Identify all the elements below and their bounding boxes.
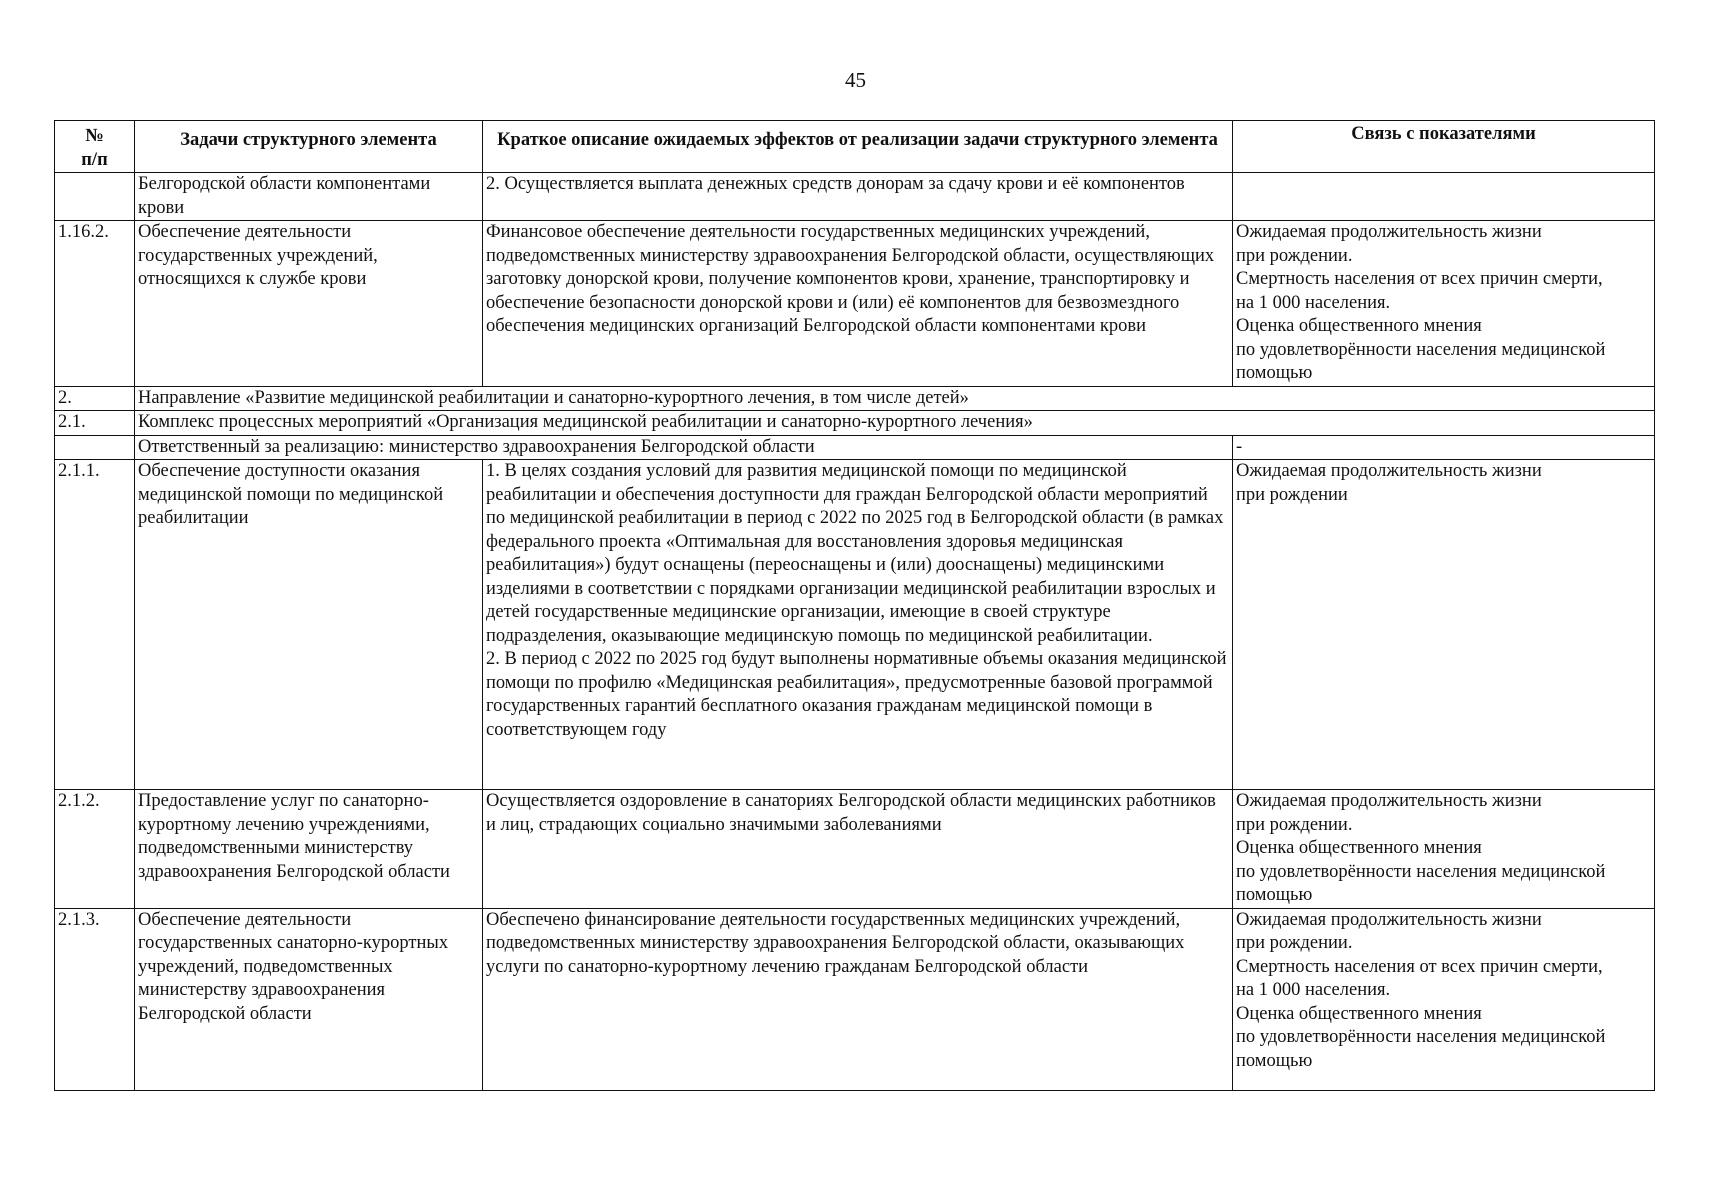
row-effects: Обеспечено финансирование деятельности государственных медицинских учреждений, подведомственных министерству здравоохранения Белгородской области, оказывающих услуги по санаторно-курортному лечению гражданам Белгородской области — [483, 908, 1233, 1090]
row-indicators: Ожидаемая продолжительность жизни при рождении — [1233, 460, 1655, 790]
row-task: Обеспечение доступности оказания медицинской помощи по медицинской реабилитации — [135, 460, 483, 790]
responsible-empty-cell — [55, 435, 135, 460]
section-number: 2. — [55, 386, 135, 411]
row-effects: 2. Осуществляется выплата денежных средств донорам за сдачу крови и её компонентов — [483, 173, 1233, 221]
row-task: Предоставление услуг по санаторно-курортному лечению учреждениями, подведомственными министерству здравоохранения Белгородской области — [135, 790, 483, 909]
row-number — [55, 173, 135, 221]
subsection-title: Комплекс процессных мероприятий «Организация медицинской реабилитации и санаторно-курортного лечения» — [135, 411, 1655, 436]
program-table — [54, 120, 1655, 1091]
table-row — [55, 908, 1655, 1090]
row-effects: 1. В целях создания условий для развития медицинской помощи по медицинской реабилитации и обеспечения доступности для граждан Белгородской области мероприятий по медицинской реабилитации в период с 2022 по 2025 год в Белгородской области (в рамках федерального проекта «Оптимальная для восстановления здоровья медицинская реабилитация») будут оснащены (переоснащены и (или) дооснащены) медицинскими изделиями в соответствии с порядками организации медицинской реабилитации взрослых и детей государственные медицинские организации, имеющие в своей структуре подразделения, оказывающие медицинскую помощь по медицинской реабилитации. 2. В период с 2022 по 2025 год будут выполнены нормативные объемы оказания медицинской помощи по профилю «Медицинская реабилитация», предусмотренные базовой программой государственных гарантий бесплатного оказания гражданам медицинской помощи в соответствующем году — [483, 460, 1233, 790]
row-indicators: Ожидаемая продолжительность жизни при рождении. Оценка общественного мнения по удовлетворённости населения медицинской помощью — [1233, 790, 1655, 909]
row-effects: Финансовое обеспечение деятельности государственных медицинских учреждений, подведомственных министерству здравоохранения Белгородской области, осуществляющих заготовку донорской крови, получение компонентов крови, хранение, транспортировку и обеспечение безопасности донорской крови и (или) её компонентов для безвозмездного обеспечения медицинских организаций Белгородской области компонентами крови — [483, 221, 1233, 387]
row-number: 2.1.3. — [55, 908, 135, 1090]
table-row — [55, 460, 1655, 790]
row-task: Обеспечение деятельности государственных учреждений, относящихся к службе крови — [135, 221, 483, 387]
row-effects: Осуществляется оздоровление в санаториях Белгородской области медицинских работников и лиц, страдающих социально значимыми заболеваниями — [483, 790, 1233, 909]
table-row — [55, 173, 1655, 221]
row-indicators — [1233, 173, 1655, 221]
header-number: № п/п — [55, 121, 135, 173]
row-task: Белгородской области компонентами крови — [135, 173, 483, 221]
table-row — [55, 221, 1655, 387]
row-indicators: Ожидаемая продолжительность жизни при рождении. Смертность населения от всех причин смерти, на 1 000 населения. Оценка общественного мнения по удовлетворённости населения медицинской помощью — [1233, 908, 1655, 1090]
row-number: 2.1.1. — [55, 460, 135, 790]
table-row — [55, 790, 1655, 909]
subsection-row — [55, 411, 1655, 436]
responsible-indicators: - — [1233, 435, 1655, 460]
page-number: 45 — [845, 68, 866, 92]
row-indicators: Ожидаемая продолжительность жизни при рождении. Смертность населения от всех причин смерти, на 1 000 населения. Оценка общественного мнения по удовлетворённости населения медицинской помощью — [1233, 221, 1655, 387]
row-task: Обеспечение деятельности государственных санаторно-курортных учреждений, подведомственных министерству здравоохранения Белгородской области — [135, 908, 483, 1090]
header-tasks: Задачи структурного элемента — [135, 121, 483, 173]
section-title: Направление «Развитие медицинской реабилитации и санаторно-курортного лечения, в том числе детей» — [135, 386, 1655, 411]
row-number: 1.16.2. — [55, 221, 135, 387]
header-indicators: Связь с показателями — [1233, 121, 1655, 173]
table-header-row — [55, 121, 1655, 173]
header-effects: Краткое описание ожидаемых эффектов от реализации задачи структурного элемента — [483, 121, 1233, 173]
responsible-row — [55, 435, 1655, 460]
responsible-text: Ответственный за реализацию: министерство здравоохранения Белгородской области — [135, 435, 1233, 460]
row-number: 2.1.2. — [55, 790, 135, 909]
subsection-number: 2.1. — [55, 411, 135, 436]
section-row — [55, 386, 1655, 411]
